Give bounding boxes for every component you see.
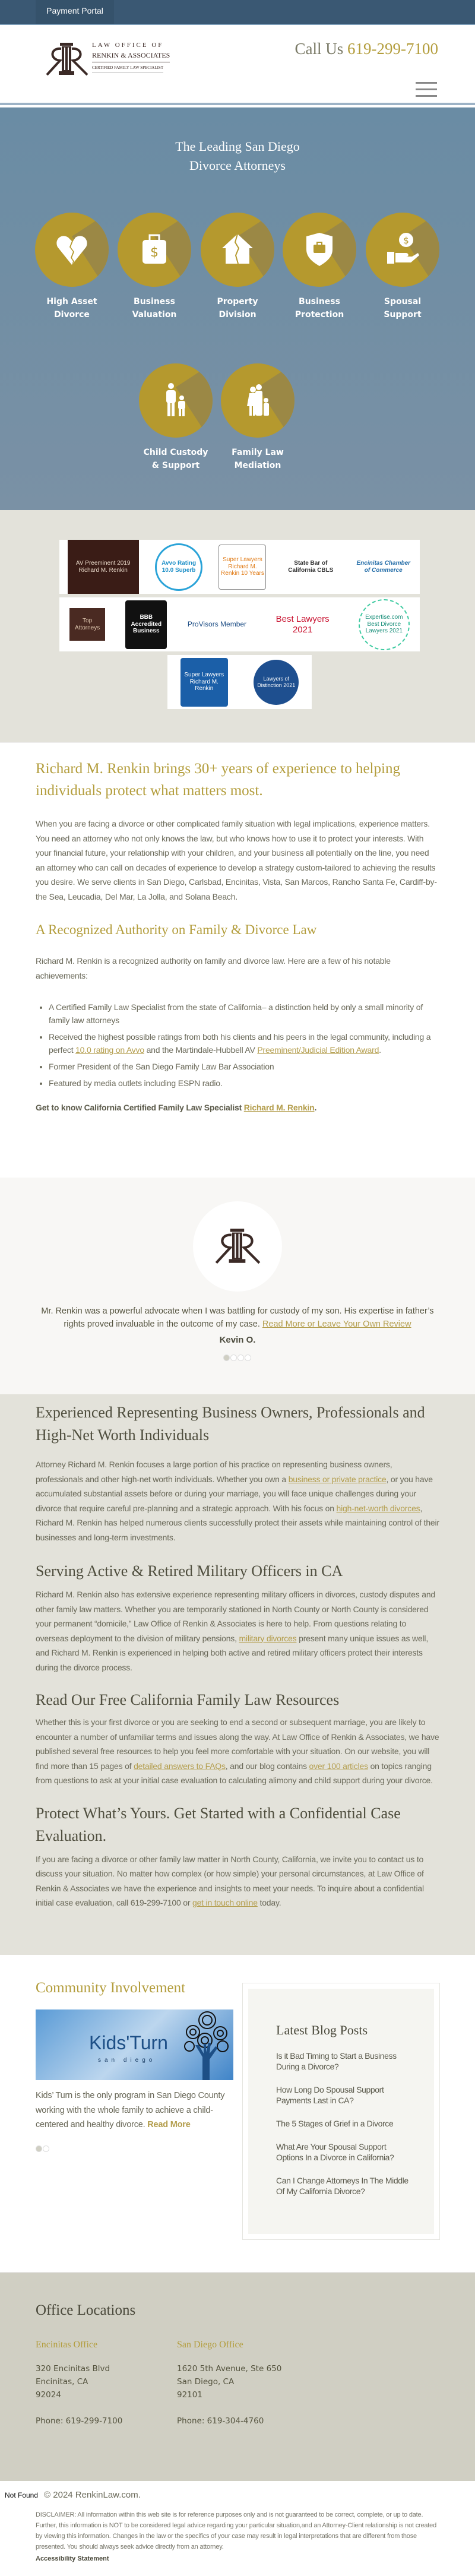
blog-post-link[interactable]: Is it Bad Timing to Start a Business During a Divorce? — [276, 2051, 397, 2071]
not-found-text: Not Found — [5, 2491, 39, 2499]
slide-dot[interactable] — [238, 1355, 244, 1361]
money-bag-icon — [137, 232, 172, 267]
community-heading: Community Involvement — [36, 1980, 186, 1996]
award-badge[interactable]: AV Preeminent 2019 Richard M. Renkin — [68, 540, 139, 594]
office-locations — [0, 2273, 475, 2481]
awards-section — [0, 510, 475, 742]
service-family-mediation[interactable]: Family Law Mediation — [221, 363, 294, 472]
broken-heart-icon — [54, 232, 90, 267]
rr-column-logo-icon — [45, 42, 89, 77]
slide-dot[interactable] — [36, 2145, 42, 2152]
blog-box — [242, 1983, 440, 2240]
rr-column-logo-icon — [209, 1227, 266, 1265]
slide-dot[interactable] — [43, 2145, 49, 2152]
testimonial-author: Kevin O. — [219, 1335, 256, 1345]
high-net-worth-link[interactable]: high-net-worth divorces — [336, 1503, 420, 1513]
get-in-touch-link[interactable]: get in touch online — [192, 1898, 258, 1907]
hand-coin-icon — [385, 232, 420, 267]
business-practice-link[interactable]: business or private practice — [288, 1474, 387, 1484]
service-business-protection[interactable]: Business Protection — [283, 213, 356, 321]
service-spousal-support[interactable]: $ Spousal Support — [366, 213, 439, 321]
testimonial-avatar — [193, 1201, 282, 1292]
faq-link[interactable]: detailed answers to FAQs — [134, 1761, 226, 1771]
footer-top-line — [0, 2481, 475, 2500]
military-heading: Serving Active & Retired Military Officers in CA — [36, 1562, 343, 1580]
case-evaluation-paragraph: If you are facing a divorce or other family law matter in North County, California, we invite you to contact us to discuss your situation. No matter how complex (or how simple) your personal circumstances, at Law Office of Renkin & Associates we have the experience and insights to meet your needs. To inquire about a confidential initial case evaluation, call 619-299-7100 or get in touch online today. — [36, 1854, 424, 1907]
service-property-division[interactable]: Property Division — [201, 213, 274, 321]
testimonial-quote: Mr. Renkin was a powerful advocate when I was battling for custody of my son. His expertise in father’s rights proved invaluable in the outcome of my case. Read More or Leave Your Own Review — [41, 1306, 434, 1329]
articles-link[interactable]: over 100 articles — [309, 1761, 368, 1771]
get-to-know: Get to know California Certified Family Law Specialist Richard M. Renkin. — [36, 1103, 317, 1112]
richard-renkin-link[interactable]: Richard M. Renkin — [243, 1103, 315, 1112]
kids-turn-logo-sub: san diego — [98, 2057, 156, 2064]
blog-heading: Latest Blog Posts — [276, 2023, 368, 2037]
resources-heading: Read Our Free California Family Law Resources — [36, 1691, 340, 1708]
office-san-diego — [177, 2340, 331, 2428]
hero-title: The Leading San Diego Divorce Attorneys — [175, 139, 300, 173]
office-city: San Diego, CA — [177, 2377, 235, 2387]
kids-turn-logo-text: Kids'Turn — [89, 2032, 168, 2053]
intro-heading: Richard M. Renkin brings 30+ years of experience to helping individuals protect what matters most. — [36, 761, 400, 799]
family-icon — [240, 382, 276, 418]
footer-body — [0, 2500, 475, 2571]
svg-text:$: $ — [150, 245, 159, 260]
shield-briefcase-icon — [302, 232, 337, 267]
office-name: Encinitas Office — [36, 2340, 98, 2350]
slide-dot[interactable] — [230, 1355, 237, 1361]
office-phone[interactable]: Phone: 619-304-4760 — [177, 2416, 264, 2426]
award-badge[interactable]: Top Attorneys — [69, 608, 105, 641]
business-owners-paragraph: Attorney Richard M. Renkin focuses a large portion of his practice on representing business owners, professionals and other high-net worth individuals. Whether you own a business or private practice, or you have accumulated substantial assets before or during your marriage, you will face unique challenges during your divorce that require careful pre-planning and a strategic approach. With his focus on high-net-worth divorces, Richard M. Renkin has helped numerous clients successfully protect their assets while maintaining control of their businesses and long-term investments. — [36, 1460, 439, 1542]
community-pagination — [36, 2144, 233, 2155]
call-us-label: Call Us — [294, 40, 344, 58]
service-high-asset-divorce[interactable]: High Asset Divorce — [35, 213, 109, 321]
office-encinitas — [36, 2340, 169, 2428]
avvo-rating-link[interactable]: 10.0 rating on Avvo — [75, 1045, 144, 1055]
awards-row — [59, 540, 420, 594]
service-business-valuation[interactable]: $ Business Valuation — [118, 213, 191, 321]
awards-row — [167, 655, 312, 709]
award-badge[interactable]: Lawyers of Distinction 2021 — [254, 660, 299, 705]
community-column — [36, 1979, 233, 2155]
logo-line-1: LAW OFFICE OF — [92, 42, 164, 49]
award-badge[interactable]: ProVisors Member — [187, 619, 247, 628]
logo-line-2: RENKIN & ASSOCIATES — [92, 51, 170, 62]
awards-row — [59, 597, 420, 651]
resources-paragraph: Whether this is your first divorce or you are seeking to end a second or subsequent marriage, you are likely to encounter a number of unfamiliar terms and issues along the way. At Law Office of Renkin & Associates, we have published several free resources to help you feel more comfortable with your situation. On our website, you will find more than 15 pages of detailed answers to FAQs, and our blog contains over 100 articles on topics ranging from questions to ask at your initial case evaluation to calculating alimony and child support during your divorce. — [36, 1717, 439, 1785]
spiral-tree-icon — [181, 2009, 233, 2080]
blog-post-link[interactable]: What Are Your Spousal Support Options In a Divorce in California? — [276, 2142, 394, 2162]
header-phone[interactable]: 619-299-7100 — [347, 40, 438, 58]
svg-text:$: $ — [403, 235, 409, 246]
parent-child-icon — [158, 382, 194, 418]
office-street: 320 Encinitas Blvd — [36, 2364, 110, 2374]
practice-content-section — [0, 1394, 475, 1955]
site-header — [0, 25, 475, 105]
hero — [0, 107, 475, 510]
testimonial-body — [36, 1305, 439, 1364]
office-zip: 92024 — [36, 2390, 61, 2400]
business-owners-heading: Experienced Representing Business Owners, Professionals and High-Net Worth Individuals — [36, 1404, 425, 1444]
achievement-item: • Received the highest possible ratings from both his clients and his peers in the legal community, including a perfect 10.0 rating on Avvo and the Martindale-Hubbell AV Preeminent/Judicial Edition Award. — [49, 1030, 439, 1056]
blog-post-link[interactable]: The 5 Stages of Grief in a Divorce — [276, 2119, 394, 2128]
achievement-item: • A Certified Family Law Specialist from the state of California– a distinction held by only a small minority of family law attorneys — [49, 1001, 439, 1027]
office-street: 1620 5th Avenue, Ste 650 — [177, 2364, 282, 2374]
office-zip: 92101 — [177, 2390, 202, 2400]
award-badge[interactable]: BBB Accredited Business — [125, 600, 167, 649]
footer — [0, 2481, 475, 2576]
case-evaluation-heading: Protect What’s Yours. Get Started with a Confidential Case Evaluation. — [36, 1804, 401, 1844]
community-text: Kids’ Turn is the only program in San Diego County working with the whole family to achieve a child-centered and healthy divorce. Read More — [36, 2091, 225, 2129]
community-blog-section — [0, 1955, 475, 2273]
blog-post-link[interactable]: Can I Change Attorneys In The Middle Of My California Divorce? — [276, 2176, 408, 2196]
copyright: © 2024 RenkinLaw.com. — [44, 2490, 141, 2500]
testimonial-pagination — [36, 1353, 439, 1364]
authority-paragraph: Richard M. Renkin is a recognized authority on family and divorce law. Here are a few of his notable achievements: — [36, 956, 391, 980]
award-badge[interactable]: Best Lawyers 2021 — [276, 614, 330, 635]
authority-heading: A Recognized Authority on Family & Divorce Law — [36, 922, 317, 937]
service-child-custody[interactable]: Child Custody & Support — [139, 363, 213, 472]
achievement-item: • Former President of the San Diego Family Law Bar Association — [49, 1060, 439, 1073]
kids-turn-image[interactable] — [36, 2009, 233, 2080]
office-phone[interactable]: Phone: 619-299-7100 — [36, 2416, 123, 2426]
office-heading: Office Locations — [36, 2302, 136, 2318]
award-badge[interactable]: Super Lawyers Richard M. Renkin 10 Years — [218, 545, 266, 590]
community-read-more-link[interactable]: Read More — [147, 2120, 191, 2129]
testimonial-section — [0, 1178, 475, 1394]
payment-portal-link[interactable]: Payment Portal — [36, 0, 114, 24]
award-badge[interactable]: State Bar of California CBLS — [288, 560, 334, 574]
top-bar — [0, 0, 475, 25]
achievement-item: • Featured by media outlets including ESPN radio. — [49, 1077, 439, 1090]
blog-post-link[interactable]: How Long Do Spousal Support Payments Last in CA? — [276, 2085, 384, 2105]
military-divorces-link[interactable]: military divorces — [239, 1633, 297, 1643]
hamburger-menu-icon[interactable] — [416, 82, 437, 96]
slide-dot[interactable] — [245, 1355, 251, 1361]
slide-dot[interactable] — [223, 1355, 230, 1361]
award-badge[interactable]: Super Lawyers Richard M. Renkin — [180, 658, 228, 707]
logo[interactable] — [45, 42, 199, 77]
military-paragraph: Richard M. Renkin also has extensive experience representing military officers in divorces, custody disputes and other family law matters. Whether you are temporarily stationed in North County or North County is considered your permanent “domicile,” Law Office of Renkin & Associates is here to help. From questions relating to overseas deployment to the division of military pensions, military divorces present many unique issues as well, and Richard M. Renkin is experienced in helping both active and retired military officers protect their interests during the divorce process. — [36, 1590, 436, 1672]
intro-section — [0, 742, 475, 1178]
blog-inner — [248, 1989, 434, 2234]
award-badge[interactable]: Expertise.com Best Divorce Lawyers 2021 — [359, 599, 410, 650]
intro-paragraph: When you are facing a divorce or other complicated family situation with legal implications, experience matters. You need an attorney who not only knows the law, but who knows how to use it to protect your interests. With your financial future, your relationship with your children, and your business all potentially on the line, you need an attorney who can call on decades of experience to develop a strategy custom-tailored to achieving the results you desire. We serve clients in San Diego, Carlsbad, Encinitas, Vista, San Marcos, Rancho Santa Fe, Cardiff-by-the Sea, Leucadia, Del Mar, La Jolla, and Solana Beach. — [36, 819, 437, 901]
broken-house-icon — [220, 232, 255, 267]
disclaimer: DISCLAIMER: All information within this web site is for reference purposes only and is not guaranteed to be correct, complete, or up to date. Further, this information is NOT to be considered legal advice regarding your particular situation,and an Attorney-Client relationship is not created by viewing this information. Changes in the law or the specifics of your case may result in legal interpretations that are different from those presented. You should always seek advice directly from an attorney. — [36, 2511, 436, 2550]
achievements-list — [36, 1001, 439, 1090]
accessibility-statement-link[interactable]: Accessibility Statement — [36, 2555, 109, 2562]
logo-line-3: CERTIFIED FAMILY LAW SPECIALIST — [92, 65, 163, 72]
office-name: San Diego Office — [177, 2340, 243, 2350]
preeminent-award-link[interactable]: Preeminent/Judicial Edition Award — [257, 1045, 379, 1055]
read-more-reviews-link[interactable]: Read More or Leave Your Own Review — [262, 1319, 411, 1329]
office-city: Encinitas, CA — [36, 2377, 88, 2387]
award-badge[interactable]: Encinitas Chamber of Commerce — [356, 560, 411, 574]
award-badge[interactable]: Avvo Rating 10.0 Superb — [155, 543, 202, 591]
call-us[interactable] — [285, 40, 438, 58]
